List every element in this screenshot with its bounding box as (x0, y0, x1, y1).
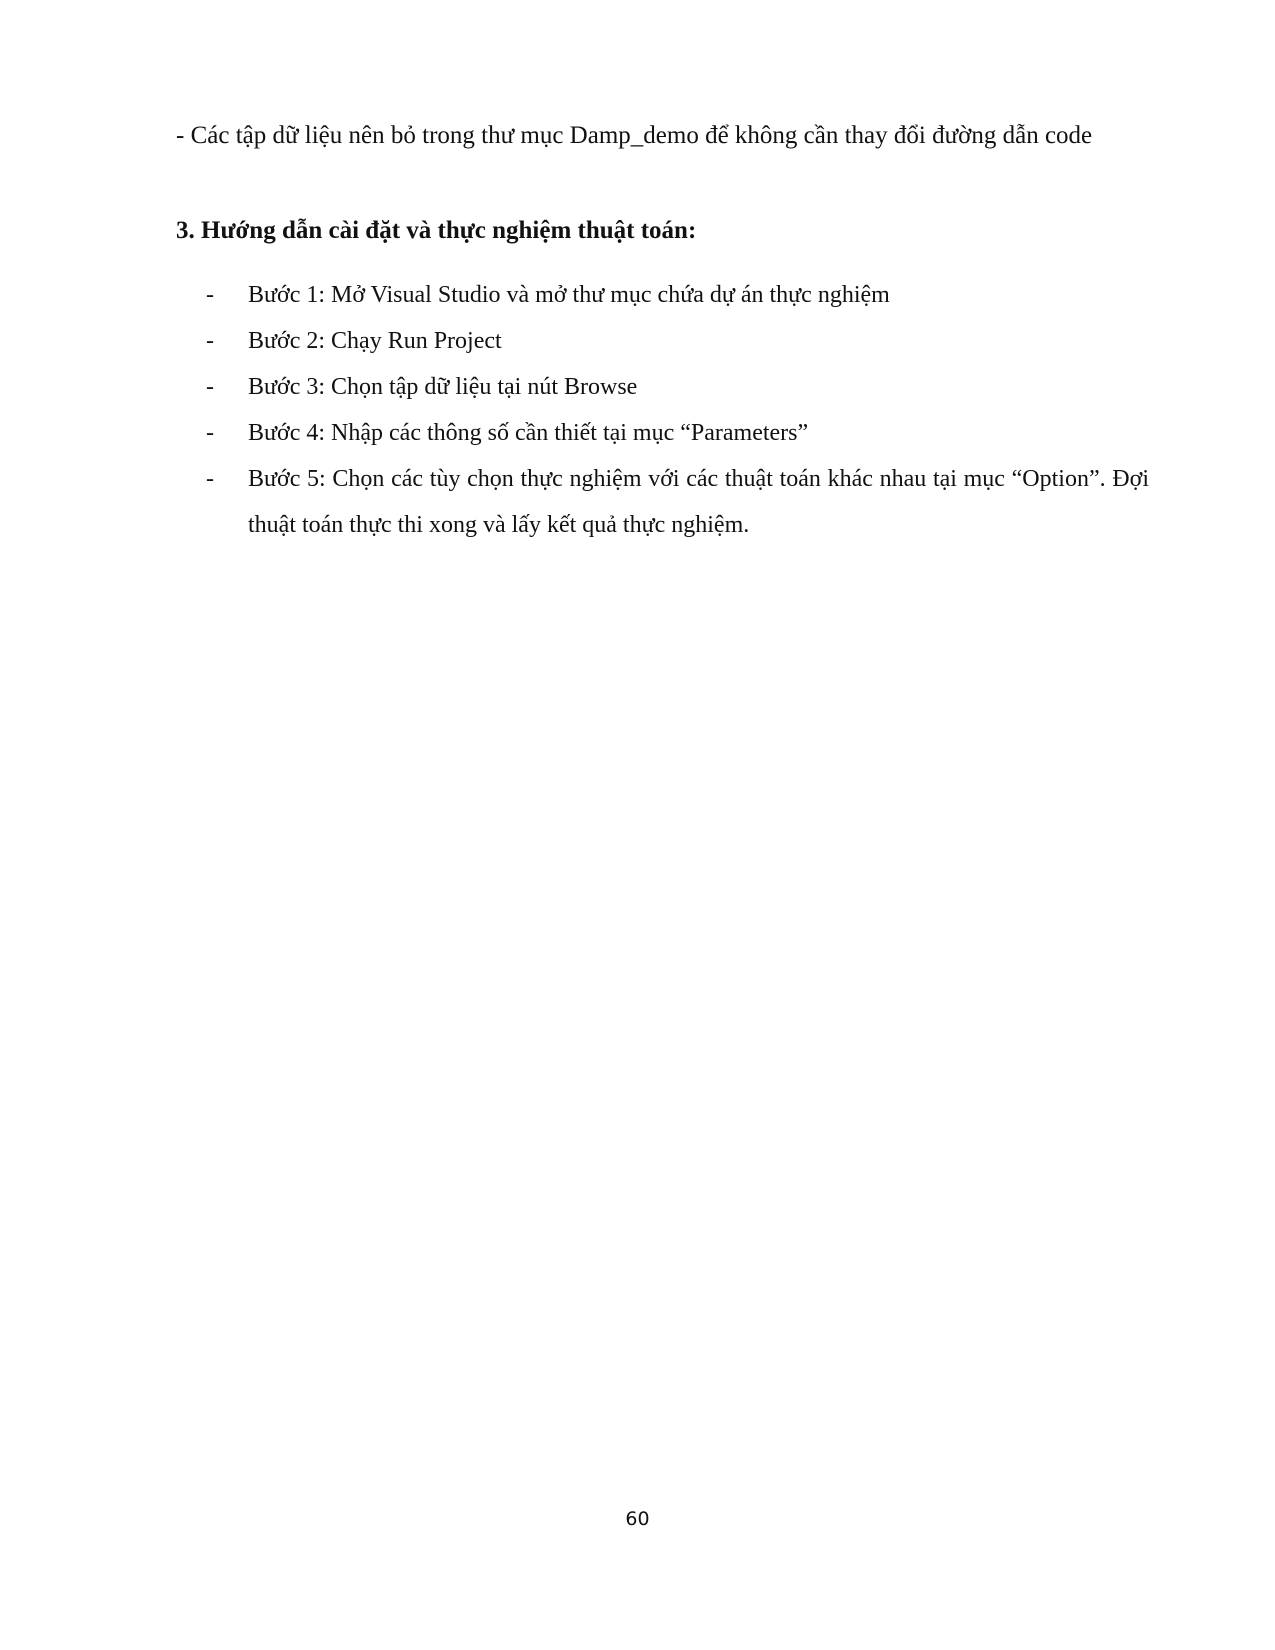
list-dash: - (206, 374, 214, 400)
list-dash: - (206, 466, 214, 492)
page-number: 60 (625, 1508, 650, 1530)
steps-list (206, 272, 1149, 548)
list-dash: - (206, 328, 214, 354)
step-text: Bước 5: Chọn các tùy chọn thực nghiệm với các thuật toán khác nhau tại mục “Option”. Đợi thuật toán thực thi xong và lấy kết quả thực nghiệm. (248, 466, 1149, 538)
intro-paragraph: - Các tập dữ liệu nên bỏ trong thư mục Damp_demo để không cần thay đổi đường dẫn code (176, 122, 1093, 149)
step-text: Bước 3: Chọn tập dữ liệu tại nút Browse (248, 374, 638, 400)
step-text: Bước 1: Mở Visual Studio và mở thư mục chứa dự án thực nghiệm (248, 282, 890, 308)
step-text: Bước 2: Chạy Run Project (248, 328, 502, 354)
step-item-1 (206, 272, 1149, 318)
list-dash: - (206, 420, 214, 446)
list-dash: - (206, 282, 214, 308)
step-item-2 (206, 318, 1149, 364)
step-item-4 (206, 410, 1149, 456)
step-item-5 (206, 456, 1149, 548)
section-heading: 3. Hướng dẫn cài đặt và thực nghiệm thuật toán: (176, 217, 697, 244)
step-text: Bước 4: Nhập các thông số cần thiết tại mục “Parameters” (248, 420, 809, 446)
step-item-3 (206, 364, 1149, 410)
